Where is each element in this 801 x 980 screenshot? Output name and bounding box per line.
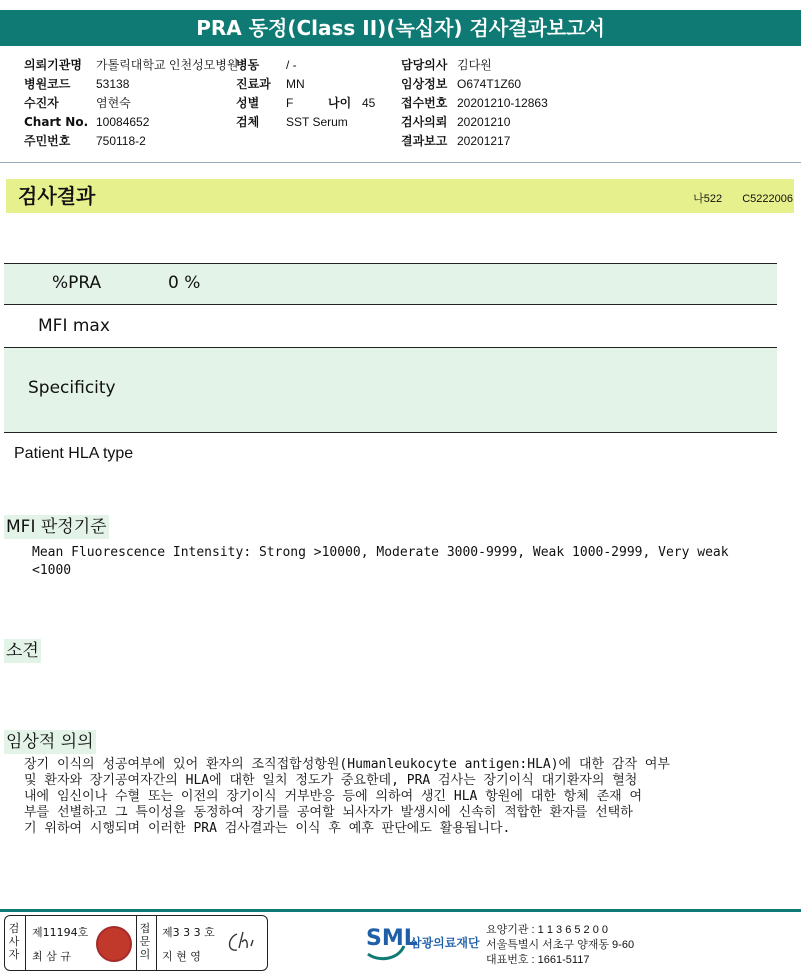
field-label: 접수번호	[401, 96, 448, 110]
header-row	[401, 113, 548, 132]
org-info	[486, 923, 634, 968]
section-title: 검사결과	[18, 184, 96, 208]
field-label: 주민번호	[24, 134, 71, 148]
confirmer-tag	[139, 922, 151, 961]
field-value: F	[286, 96, 294, 110]
field-value: 20201210-12863	[457, 96, 548, 110]
section-bar	[6, 179, 794, 213]
field-label: Chart No.	[24, 115, 89, 129]
field-value: 김다원	[457, 58, 492, 72]
divider	[25, 916, 26, 970]
header-row	[401, 132, 548, 151]
field-label: 임상정보	[401, 77, 448, 91]
table-rule	[4, 432, 777, 433]
header-col3	[401, 56, 548, 151]
org-name: 삼광의료재단	[410, 936, 480, 950]
field-value: 염현숙	[96, 96, 131, 110]
field-value: 가톨릭대학교 인천성모병원	[96, 58, 239, 72]
tag-char: 검	[8, 922, 20, 935]
field-label: 검사의뢰	[401, 115, 448, 129]
header-row	[24, 132, 238, 151]
field-label: 검체	[236, 115, 260, 129]
header-row	[24, 94, 238, 113]
signature-box	[4, 915, 268, 971]
header-row	[24, 56, 238, 75]
mfi-criteria-heading: MFI 판정기준	[6, 517, 107, 537]
field-value: / -	[286, 58, 297, 72]
header-row	[236, 75, 375, 94]
org-info-line: 서울특별시 서초구 양재동 9-60	[486, 939, 635, 951]
header-col1	[24, 56, 238, 151]
age-label: 나이	[328, 96, 352, 110]
inspector-license: 제11194호	[32, 926, 89, 939]
clinical-line: 및 환자와 장기공여자간의 HLA에 대한 일치 정도가 중요한데, PRA 검사는 장기이식 대기환자의 혈청	[24, 773, 638, 788]
confirmer-name: 지 현 영	[162, 950, 201, 963]
header-row	[401, 56, 548, 75]
org-info-line: 요양기관 : 1 1 3 6 5 2 0 0	[486, 924, 609, 936]
signature-icon	[223, 928, 261, 958]
tag-char: 문	[139, 935, 151, 948]
divider	[156, 916, 157, 970]
section-code-1: 나522	[693, 193, 723, 205]
section-code-2: C5222006	[742, 193, 793, 205]
seal-icon	[96, 926, 132, 962]
field-value: SST Serum	[286, 115, 348, 129]
header-col2	[236, 56, 375, 132]
tag-char: 의	[139, 948, 151, 961]
specificity-row	[4, 348, 777, 432]
header-divider	[0, 162, 801, 163]
tag-char: 자	[8, 948, 20, 961]
tag-char: 접	[139, 922, 151, 935]
opinion-heading: 소견	[6, 641, 39, 661]
clinical-line: 기 위하여 시행되며 이러한 PRA 검사결과는 이식 후 예후 판단에도 활용됩니다.	[24, 821, 511, 836]
pra-value: 0 %	[168, 273, 201, 293]
footer-divider	[0, 909, 801, 912]
patient-hla-label: Patient HLA type	[14, 445, 134, 462]
section-codes	[693, 190, 793, 206]
org-info-line: 대표번호 : 1661-5117	[486, 954, 590, 966]
mfi-criteria-line-2: <1000	[32, 563, 72, 578]
report-title: PRA 동정(Class II)(녹십자) 검사결과보고서	[0, 10, 801, 46]
field-value: 20201210	[457, 115, 511, 129]
divider	[136, 916, 137, 970]
mfi-max-label: MFI max	[38, 316, 110, 336]
pra-label: %PRA	[52, 273, 102, 293]
field-label: 병원코드	[24, 77, 71, 91]
field-label: 담당의사	[401, 58, 448, 72]
header-row	[401, 94, 548, 113]
clinical-text	[24, 757, 784, 837]
field-label: 진료과	[236, 77, 271, 91]
tag-char: 사	[8, 935, 20, 948]
field-value: 750118-2	[96, 134, 146, 148]
header-row	[401, 75, 548, 94]
logo-text: SML	[366, 926, 418, 951]
field-label: 수진자	[24, 96, 59, 110]
field-value: 53138	[96, 77, 130, 91]
header-row	[24, 75, 238, 94]
field-value: MN	[286, 77, 305, 91]
mfi-criteria-line-1: Mean Fluorescence Intensity: Strong >10000, Moderate 3000-9999, Weak 1000-2999, Very weak	[32, 545, 729, 560]
header-row	[236, 113, 375, 132]
header-row	[236, 56, 375, 75]
field-label: 성별	[236, 96, 260, 110]
age-value: 45	[362, 96, 376, 110]
field-label: 결과보고	[401, 134, 448, 148]
clinical-line: 부를 선별하고 그 특이성을 동정하여 장기를 공여할 뇌사자가 발생시에 신속히 적합한 환자를 선택하	[24, 805, 633, 820]
inspector-name: 최 삼 규	[32, 950, 71, 963]
field-value: 10084652	[96, 115, 150, 129]
field-label: 의뢰기관명	[24, 58, 82, 72]
clinical-heading: 임상적 의의	[6, 732, 94, 752]
header-row	[236, 94, 375, 113]
inspector-tag	[8, 922, 20, 961]
header-row	[24, 113, 238, 132]
clinical-line: 장기 이식의 성공여부에 있어 환자의 조직접합성항원(Humanleukocyte antigen:HLA)에 대한 감작 여부	[24, 757, 670, 772]
field-value: 20201217	[457, 134, 511, 148]
table-rule	[4, 304, 777, 305]
field-value: O674T1Z60	[457, 77, 522, 91]
specificity-label: Specificity	[28, 378, 116, 398]
confirmer-license: 제3 3 3 호	[162, 926, 215, 939]
field-label: 병동	[236, 58, 260, 72]
pra-row	[4, 264, 777, 304]
clinical-line: 내에 임신이나 수혈 또는 이전의 장기이식 거부반응 등에 의하여 생긴 HLA 항원에 대한 항체 존재 여	[24, 789, 643, 804]
